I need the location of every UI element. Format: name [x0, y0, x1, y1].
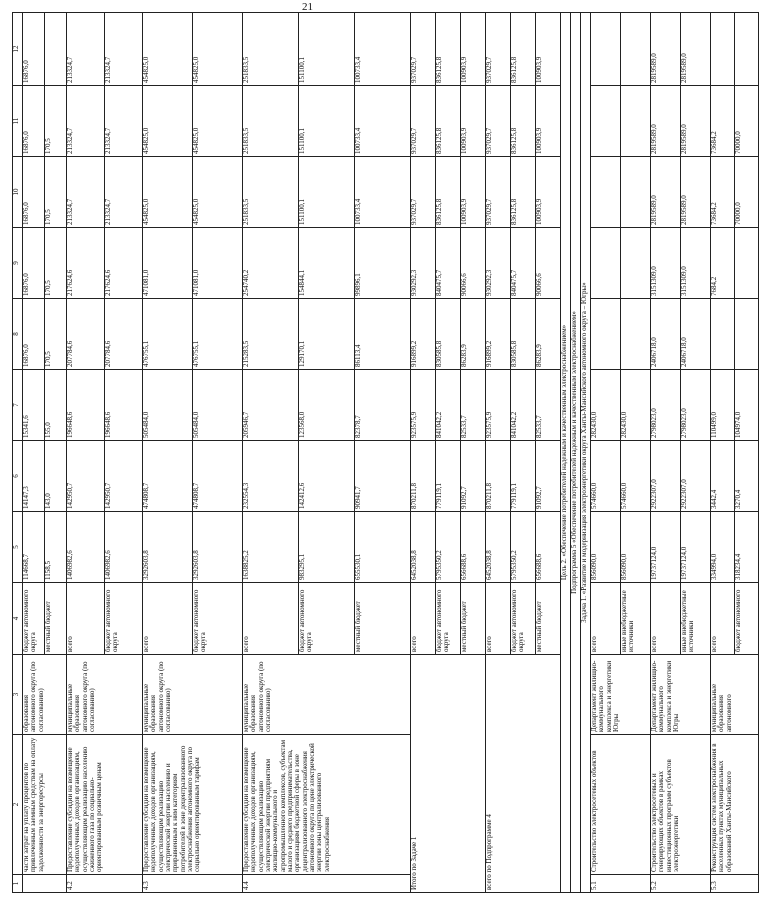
amount-cell: 14147,3: [23, 441, 45, 512]
row-number: [23, 875, 67, 893]
amount-cell: 836125,8: [436, 86, 461, 157]
amount-cell: 15341,6: [23, 370, 45, 441]
amount-cell: 213324,7: [67, 157, 105, 228]
amount-cell: 100903,9: [536, 157, 561, 228]
amount-cell: 90066,6: [536, 228, 561, 299]
col-num: 7: [13, 370, 23, 441]
amount-cell: 2798023,0: [681, 370, 711, 441]
amount-cell: 154844,1: [299, 228, 355, 299]
amount-cell: 916899,2: [486, 299, 511, 370]
amount-cell: 151100,1: [299, 86, 355, 157]
amount-cell: 6452038,8: [411, 512, 436, 583]
amount-cell: 930292,3: [486, 228, 511, 299]
amount-cell: 100733,4: [355, 157, 411, 228]
amount-cell: 656688,6: [536, 512, 561, 583]
amount-cell: 856090,0: [591, 512, 621, 583]
amount-cell: [621, 157, 651, 228]
amount-cell: 155,0: [45, 370, 67, 441]
amount-cell: [591, 157, 621, 228]
responsible-executor: муниципальные образования автономного округа (по согласованию): [243, 655, 411, 735]
amount-cell: 2819589,0: [651, 157, 681, 228]
amount-cell: 82378,7: [355, 370, 411, 441]
amount-cell: 856090,0: [621, 512, 651, 583]
amount-cell: 170,5: [45, 86, 67, 157]
amount-cell: 2406718,0: [651, 299, 681, 370]
amount-cell: 70000,0: [735, 157, 759, 228]
funding-source: всего: [243, 583, 299, 655]
responsible-executor: муниципальные образования автономного округа (по согласованию): [143, 655, 243, 735]
budget-table: [12, 12, 759, 893]
responsible-executor: Департамент жилищно-коммунального комплекса и энергетики Югры: [651, 655, 711, 735]
table-row: [651, 13, 681, 893]
amount-cell: 840475,7: [511, 228, 536, 299]
amount-cell: 70000,0: [735, 86, 759, 157]
table-row: [243, 13, 299, 893]
funding-source: всего: [486, 583, 511, 655]
amount-cell: 574660,0: [621, 441, 651, 512]
funding-source: местный бюджет: [461, 583, 486, 655]
task-heading: Задача 1. «Развитие и модернизация электроэнергетики округа Ханты-Мансийского автономного округа – Югры»: [581, 13, 591, 893]
amount-cell: 100733,4: [355, 86, 411, 157]
amount-cell: 505484,0: [193, 370, 243, 441]
amount-cell: [591, 86, 621, 157]
col-num: 9: [13, 228, 23, 299]
funding-source: всего: [143, 583, 193, 655]
amount-cell: [621, 228, 651, 299]
funding-source: бюджет автономного округа: [105, 583, 143, 655]
amount-cell: 5795350,2: [511, 512, 536, 583]
amount-cell: 2819589,0: [651, 86, 681, 157]
amount-cell: 100903,9: [536, 86, 561, 157]
amount-cell: 937029,7: [486, 13, 511, 86]
amount-cell: [735, 299, 759, 370]
amount-cell: 836125,8: [436, 157, 461, 228]
amount-cell: 217624,6: [67, 228, 105, 299]
amount-cell: 454825,0: [193, 86, 243, 157]
amount-cell: [711, 13, 735, 86]
col-num: 2: [13, 735, 23, 875]
amount-cell: [591, 299, 621, 370]
amount-cell: 2819589,0: [681, 13, 711, 86]
amount-cell: 142412,6: [299, 441, 355, 512]
col-num: 5: [13, 512, 23, 583]
amount-cell: 656688,6: [461, 512, 486, 583]
amount-cell: 870211,8: [411, 441, 436, 512]
amount-cell: 840475,7: [436, 228, 461, 299]
amount-cell: 836125,8: [511, 157, 536, 228]
amount-cell: 114668,7: [23, 512, 45, 583]
amount-cell: 1406982,6: [67, 512, 105, 583]
table-row: [711, 13, 735, 893]
goal-heading: Цель 2. «Обеспечение потребителей надежным и качественным электроснабжением»: [561, 13, 571, 893]
funding-source: бюджет автономного округа: [436, 583, 461, 655]
rotated-table-page: [12, 13, 742, 893]
responsible-executor: образования автономного округа (по согласованию): [23, 655, 67, 735]
amount-cell: 19737124,0: [651, 512, 681, 583]
amount-cell: 3292603,8: [193, 512, 243, 583]
amount-cell: [621, 299, 651, 370]
col-num: 4: [13, 583, 23, 655]
activity-name: Предоставление субсидии на возмещение недополученных доходов организациям, осуществляющим реализацию электрической энергии населению и приравненным к ним категориям потребителей в зоне децентрализованного электроснабжения автономного округа по социально ориентированным тарифам: [143, 735, 243, 875]
total-label: всего по Подпрограмме 4: [486, 655, 561, 893]
amount-cell: 476755,1: [193, 299, 243, 370]
amount-cell: 282430,0: [591, 370, 621, 441]
activity-name: части затрат на уплату процентов по привлеченным заемным средствам на оплату задолженности за энергоресурсы: [23, 735, 67, 875]
col-num: 8: [13, 299, 23, 370]
row-number: 4.2: [67, 875, 143, 893]
funding-source: местный бюджет: [355, 583, 411, 655]
amount-cell: 937029,7: [411, 86, 436, 157]
amount-cell: 2922307,0: [651, 441, 681, 512]
amount-cell: 170,5: [45, 299, 67, 370]
amount-cell: [591, 228, 621, 299]
amount-cell: 916899,2: [411, 299, 436, 370]
activity-name: Предоставление субсидии на возмещение недополученных доходов организациям, осуществляющим реализацию населению сжиженного газа по социально-ориентированным розничным ценам: [67, 735, 143, 875]
amount-cell: 205946,7: [243, 370, 299, 441]
amount-cell: 207784,6: [67, 299, 105, 370]
amount-cell: 937029,7: [486, 157, 511, 228]
amount-cell: 104974,0: [735, 370, 759, 441]
activity-name: Строительство электросетевых и генерирующих объектов в рамках инвестиционных программ субъектов электроэнергетики: [651, 735, 711, 875]
section-row: [571, 13, 581, 893]
amount-cell: 151100,1: [299, 157, 355, 228]
responsible-executor: муниципальные образования автономного округа (по согласованию): [67, 655, 143, 735]
amount-cell: 3292603,8: [143, 512, 193, 583]
amount-cell: 90066,6: [461, 228, 486, 299]
amount-cell: 82533,7: [536, 370, 561, 441]
amount-cell: 100903,9: [461, 13, 486, 86]
funding-source: всего: [67, 583, 105, 655]
funding-source: бюджет автономного округа: [23, 583, 45, 655]
amount-cell: 213324,7: [67, 13, 105, 86]
activity-name: Реконструкция систем электроснабжения в населенных пунктах муниципальных образований Ханты-Мансийского: [711, 735, 759, 875]
amount-cell: 779119,1: [436, 441, 461, 512]
amount-cell: 930292,3: [411, 228, 436, 299]
amount-cell: 100733,4: [355, 13, 411, 86]
activity-name: Строительство электросетевых объектов: [591, 735, 651, 875]
amount-cell: 99896,1: [355, 228, 411, 299]
amount-cell: [621, 13, 651, 86]
amount-cell: 213324,7: [105, 13, 143, 86]
amount-cell: 937029,7: [411, 13, 436, 86]
amount-cell: 454825,0: [143, 86, 193, 157]
table-row: [23, 13, 45, 893]
amount-cell: [591, 13, 621, 86]
table-row: [411, 13, 436, 893]
activity-name: Предоставление субсидии на возмещение недополученных доходов организациям, осуществляющим реализацию электрической энергии предприятиям жилищно-коммунального и агропромышленного комплексов, субъектам малого и среднего предпринимательства, организациям бюджетной сферы в зоне децентрализованного электроснабжения автономного округа по цене электрической энергии зоны централизованного электроснабжения: [243, 735, 411, 875]
amount-cell: 474808,7: [193, 441, 243, 512]
amount-cell: 836125,8: [511, 13, 536, 86]
amount-cell: 2819589,0: [681, 86, 711, 157]
amount-cell: 91092,7: [461, 441, 486, 512]
amount-cell: 2406718,0: [681, 299, 711, 370]
amount-cell: 213324,7: [67, 86, 105, 157]
amount-cell: 3442,4: [711, 441, 735, 512]
amount-cell: 476755,1: [143, 299, 193, 370]
amount-cell: 983295,1: [299, 512, 355, 583]
amount-cell: 16876,0: [23, 299, 45, 370]
amount-cell: 143,0: [45, 441, 67, 512]
amount-cell: 7684,2: [711, 228, 735, 299]
responsible-executor: муниципальные образования автономного: [711, 655, 759, 735]
section-row: [561, 13, 571, 893]
col-num: 10: [13, 157, 23, 228]
amount-cell: 170,5: [45, 228, 67, 299]
amount-cell: 2798023,0: [651, 370, 681, 441]
amount-cell: 830585,8: [436, 299, 461, 370]
amount-cell: [735, 13, 759, 86]
amount-cell: 923575,9: [411, 370, 436, 441]
amount-cell: 170,5: [45, 157, 67, 228]
amount-cell: 1638825,2: [243, 512, 299, 583]
amount-cell: 454825,0: [193, 157, 243, 228]
amount-cell: 86283,9: [461, 299, 486, 370]
amount-cell: 207784,6: [105, 299, 143, 370]
amount-cell: 474808,7: [143, 441, 193, 512]
funding-source: местный бюджет: [536, 583, 561, 655]
amount-cell: [45, 13, 67, 86]
amount-cell: 90941,7: [355, 441, 411, 512]
page-number: 21: [302, 1, 313, 13]
amount-cell: 16876,0: [23, 13, 45, 86]
amount-cell: 123568,0: [299, 370, 355, 441]
funding-source: всего: [411, 583, 436, 655]
table-row: [591, 13, 621, 893]
amount-cell: 3270,4: [735, 441, 759, 512]
amount-cell: 142950,7: [105, 441, 143, 512]
amount-cell: 574660,0: [591, 441, 621, 512]
amount-cell: 2819589,0: [651, 13, 681, 86]
amount-cell: 129170,1: [299, 299, 355, 370]
amount-cell: 213324,7: [105, 86, 143, 157]
amount-cell: 100903,9: [461, 86, 486, 157]
amount-cell: 232554,3: [243, 441, 299, 512]
section-row: [581, 13, 591, 893]
amount-cell: 471081,0: [193, 228, 243, 299]
amount-cell: 73684,2: [711, 86, 735, 157]
funding-source: бюджет автономного округа: [299, 583, 355, 655]
amount-cell: 86113,4: [355, 299, 411, 370]
amount-cell: 471081,0: [143, 228, 193, 299]
funding-source: местный бюджет: [45, 583, 67, 655]
funding-source: всего: [651, 583, 681, 655]
col-num: 3: [13, 655, 23, 735]
funding-source: бюджет автономного: [735, 583, 759, 655]
amount-cell: 937029,7: [486, 86, 511, 157]
amount-cell: 454825,0: [143, 157, 193, 228]
amount-cell: 334994,0: [711, 512, 735, 583]
responsible-executor: Департамент жилищно-коммунального комплекса и энергетики Югры: [591, 655, 651, 735]
amount-cell: 779119,1: [511, 441, 536, 512]
amount-cell: 16876,0: [23, 86, 45, 157]
amount-cell: 937029,7: [411, 157, 436, 228]
amount-cell: 16876,0: [23, 157, 45, 228]
row-number: 4.4: [243, 875, 411, 893]
amount-cell: 6452038,8: [486, 512, 511, 583]
amount-cell: 151100,1: [299, 13, 355, 86]
col-num: 1: [13, 875, 23, 893]
amount-cell: 830585,8: [511, 299, 536, 370]
col-num: 6: [13, 441, 23, 512]
amount-cell: 841042,2: [436, 370, 461, 441]
column-number-row: [13, 13, 23, 893]
amount-cell: 100903,9: [461, 157, 486, 228]
col-num: 12: [13, 13, 23, 86]
subprogram-heading: Подпрограмма 5 «Обеспечение потребителей надежным и качественным электроснабжением»: [571, 13, 581, 893]
amount-cell: 282430,0: [621, 370, 651, 441]
amount-cell: 213324,7: [105, 157, 143, 228]
funding-source: всего: [711, 583, 735, 655]
amount-cell: 1406982,6: [105, 512, 143, 583]
amount-cell: 318234,4: [735, 512, 759, 583]
amount-cell: 215283,5: [243, 299, 299, 370]
amount-cell: 19737124,0: [681, 512, 711, 583]
amount-cell: 254740,2: [243, 228, 299, 299]
amount-cell: 3151309,0: [681, 228, 711, 299]
amount-cell: 196648,6: [67, 370, 105, 441]
amount-cell: 836125,8: [436, 13, 461, 86]
funding-source: бюджет автономного округа: [193, 583, 243, 655]
col-num: 11: [13, 86, 23, 157]
amount-cell: [711, 299, 735, 370]
amount-cell: [621, 86, 651, 157]
total-label: Итого по Задаче 1: [411, 655, 486, 893]
amount-cell: 16876,0: [23, 228, 45, 299]
amount-cell: 923575,9: [486, 370, 511, 441]
amount-cell: 142950,7: [67, 441, 105, 512]
amount-cell: 91092,7: [536, 441, 561, 512]
amount-cell: 217624,6: [105, 228, 143, 299]
funding-source: иные внебюджетные источники: [681, 583, 711, 655]
table-row: [486, 13, 511, 893]
amount-cell: 3151309,0: [651, 228, 681, 299]
row-number: 5.3: [711, 875, 759, 893]
funding-source: иные внебюджетные источники: [621, 583, 651, 655]
amount-cell: 251833,5: [243, 86, 299, 157]
amount-cell: 5795350,2: [436, 512, 461, 583]
amount-cell: [735, 228, 759, 299]
amount-cell: 73684,2: [711, 157, 735, 228]
amount-cell: 86283,9: [536, 299, 561, 370]
amount-cell: 655530,1: [355, 512, 411, 583]
amount-cell: 454825,0: [143, 13, 193, 86]
amount-cell: 251833,5: [243, 13, 299, 86]
amount-cell: 454825,0: [193, 13, 243, 86]
amount-cell: 505484,0: [143, 370, 193, 441]
amount-cell: 1158,5: [45, 512, 67, 583]
amount-cell: 870211,8: [486, 441, 511, 512]
row-number: 5.2: [651, 875, 711, 893]
amount-cell: 841042,2: [511, 370, 536, 441]
amount-cell: 110499,0: [711, 370, 735, 441]
amount-cell: 196648,6: [105, 370, 143, 441]
table-row: [67, 13, 105, 893]
table-row: [143, 13, 193, 893]
amount-cell: 2819589,0: [681, 157, 711, 228]
funding-source: всего: [591, 583, 621, 655]
amount-cell: 2922307,0: [681, 441, 711, 512]
funding-source: бюджет автономного округа: [511, 583, 536, 655]
row-number: 4.3: [143, 875, 243, 893]
amount-cell: 100903,9: [536, 13, 561, 86]
amount-cell: 836125,8: [511, 86, 536, 157]
row-number: 5.1: [591, 875, 651, 893]
amount-cell: 251833,5: [243, 157, 299, 228]
amount-cell: 82533,7: [461, 370, 486, 441]
